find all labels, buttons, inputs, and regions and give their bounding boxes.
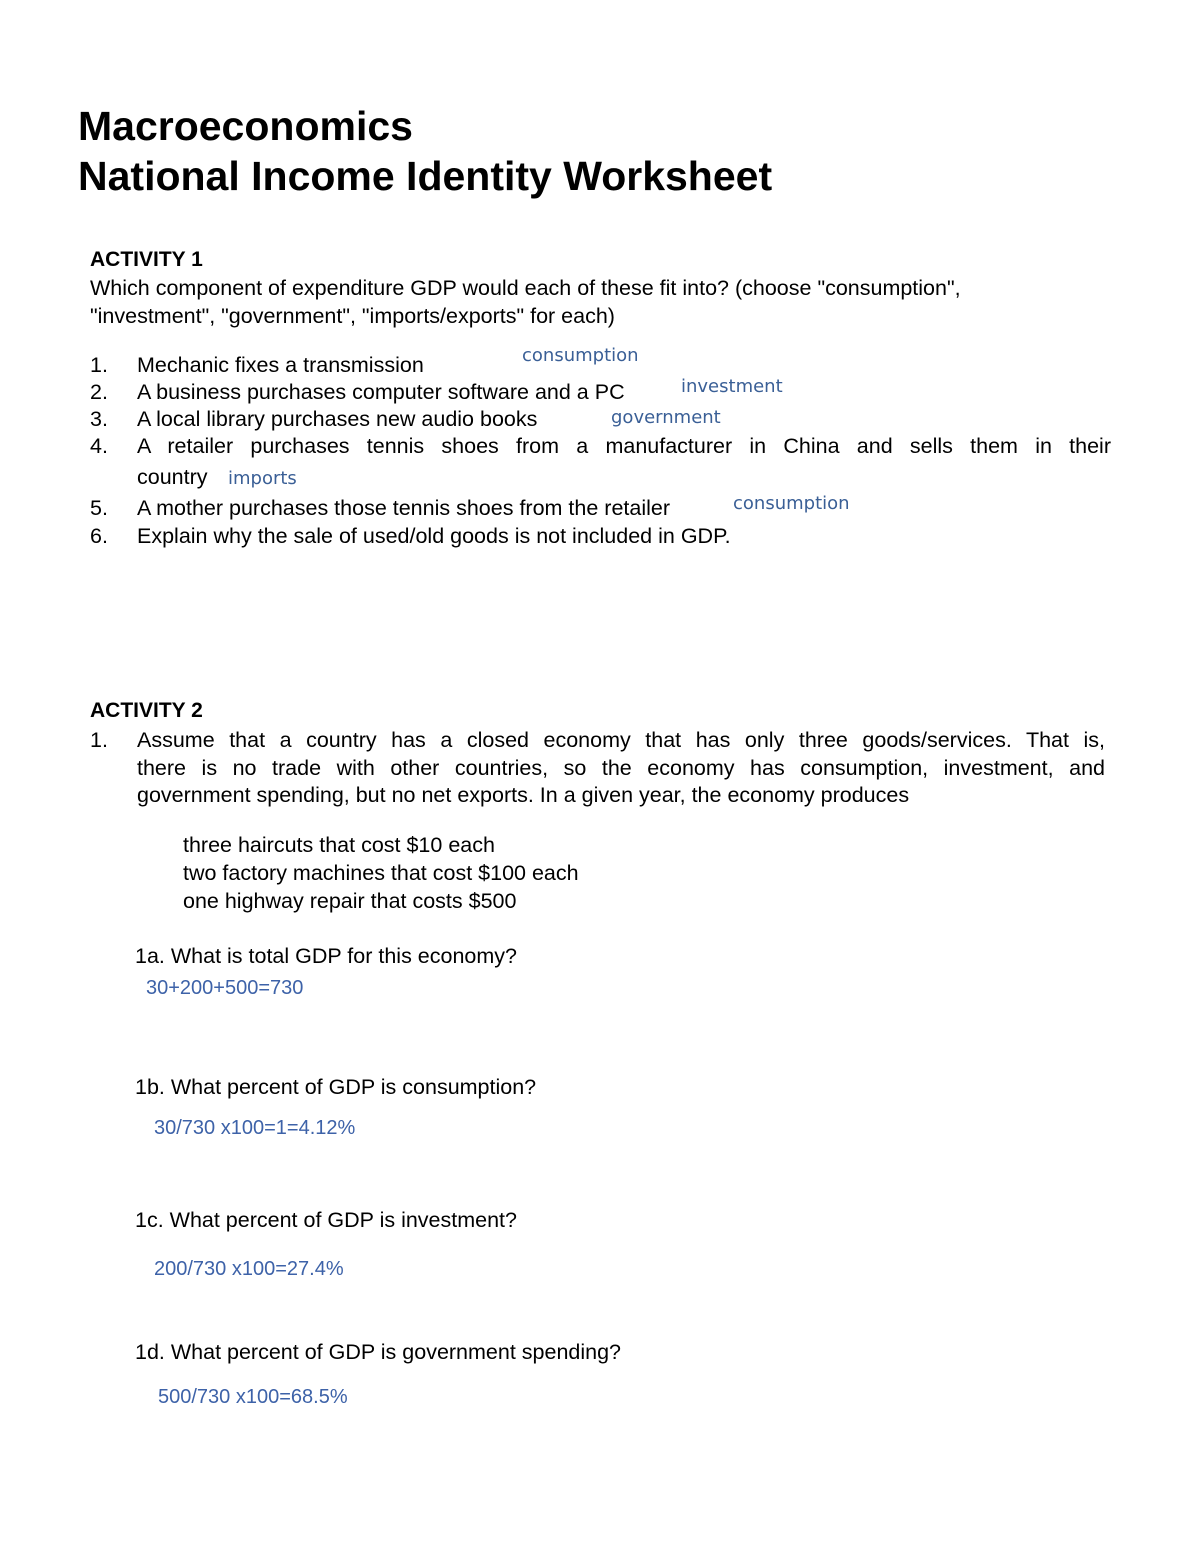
activity-2-heading: ACTIVITY 2 xyxy=(90,699,203,722)
activity-1-item-text: A business purchases computer software and a PC xyxy=(137,380,625,404)
activity-1-item-text: Explain why the sale of used/old goods is not included in GDP. xyxy=(137,524,731,548)
question-1c: 1c. What percent of GDP is investment? xyxy=(135,1208,517,1232)
activity-1-item-answer: investment xyxy=(681,376,783,397)
activity-1-instructions-line-2: "investment", "government", "imports/exports" for each) xyxy=(90,304,615,328)
activity-1-item-answer: government xyxy=(611,407,721,428)
activity-1-item-text: A retailer purchases tennis shoes from a manufacturer in China and sells them in their xyxy=(137,434,1111,458)
activity-1-item-number: 5. xyxy=(90,496,108,520)
page-subtitle: National Income Identity Worksheet xyxy=(78,153,773,199)
answer-1a: 30+200+500=730 xyxy=(146,977,304,999)
activity-1-item-text: Mechanic fixes a transmission xyxy=(137,353,424,377)
page-title: Macroeconomics xyxy=(78,103,413,149)
question-1b: 1b. What percent of GDP is consumption? xyxy=(135,1075,537,1099)
activity-1-item-number: 6. xyxy=(90,524,108,548)
activity-1-item-answer: consumption xyxy=(522,345,639,366)
activity-1-instructions-line-1: Which component of expenditure GDP would each of these fit into? (choose "consumption", xyxy=(90,276,961,300)
bullet-item: one highway repair that costs $500 xyxy=(183,889,517,913)
answer-1b: 30/730 x100=1=4.12% xyxy=(154,1117,356,1139)
activity-1-heading: ACTIVITY 1 xyxy=(90,248,203,271)
activity-1-item-number: 1. xyxy=(90,353,108,377)
answer-1d: 500/730 x100=68.5% xyxy=(158,1386,348,1408)
question-1a: 1a. What is total GDP for this economy? xyxy=(135,944,517,968)
bullet-item: three haircuts that cost $10 each xyxy=(183,833,495,857)
activity-1-item-text: A mother purchases those tennis shoes from the retailer xyxy=(137,496,670,520)
activity-2-paragraph-line-3: government spending, but no net exports. In a given year, the economy produces xyxy=(137,783,910,807)
question-1d: 1d. What percent of GDP is government spending? xyxy=(135,1340,622,1364)
bullet-item: two factory machines that cost $100 each xyxy=(183,861,579,885)
answer-1c: 200/730 x100=27.4% xyxy=(154,1258,344,1280)
activity-1-item-answer: consumption xyxy=(733,493,850,514)
activity-1-item-text: A local library purchases new audio books xyxy=(137,407,538,431)
activity-1-item-answer: imports xyxy=(228,468,297,489)
activity-2-paragraph-line-2: there is no trade with other countries, so the economy has consumption, investment, and xyxy=(137,756,1105,780)
activity-1-item-number: 2. xyxy=(90,380,108,404)
activity-1-item-number: 4. xyxy=(90,434,108,458)
activity-2-item-number: 1. xyxy=(90,728,108,752)
activity-1-item-text-continued: country xyxy=(137,465,208,489)
activity-2-paragraph-line-1: Assume that a country has a closed economy that has only three goods/services. That is, xyxy=(137,728,1105,752)
activity-1-item-number: 3. xyxy=(90,407,108,431)
